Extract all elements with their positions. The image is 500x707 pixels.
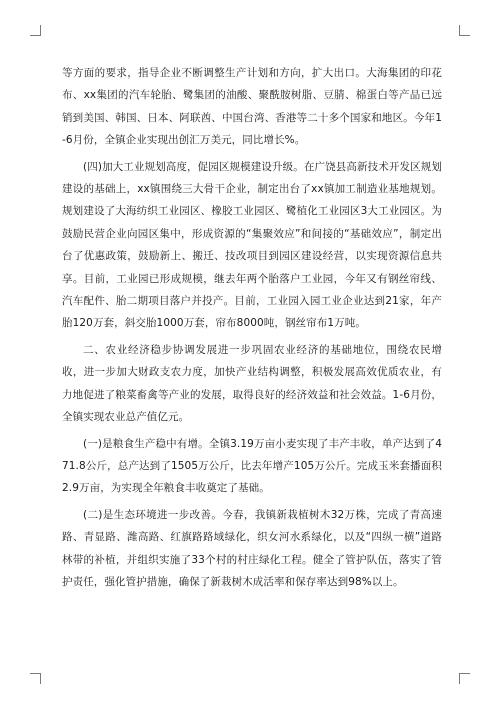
paragraph-industrial-park: (四)加大工业规划高度，促园区规模建设升级。在广饶县高新技术开发区规划建设的基础上，xx镇围绕三大骨干企业，制定出台了xx镇加工制造业基地规划。规划建设了大海纺织工业园区、橡胶工业园区、鹭植化工业园区3大工业园区。为鼓励民营企业向园区集中，形成资源的“集聚效应”和间接的“基础效应”，制定出台了优惠政策，鼓励新上、搬迁、技改项目到园区建设经营，以实现资源信息共享。目前，工业园已形成规模，继去年两个胎落户工业园，今年又有钢丝帘线、汽车配件、胎二期项目落户并投产。目前，工业园入园工业企业达到21家，年产胎120万套，斜交胎1000万套，帘布8000吨，钢丝帘布1万吨。 bbox=[62, 160, 442, 330]
paragraph-export: 等方面的要求，指导企业不断调整生产计划和方向，扩大出口。大海集团的印花布、xx集团的汽车轮胎、鹭集团的油酸、聚酰胺树脂、豆腈、棉蛋白等产品已远销到美国、韩国、日本、阿联酋、中国台湾、香港等二十多个国家和地区。今年1-6月份，全镇企业实现出创汇万美元，同比增长%。 bbox=[62, 67, 442, 147]
crop-mark-bottom-left bbox=[30, 673, 41, 684]
crop-mark-bottom-right bbox=[459, 673, 470, 684]
crop-mark-top-left bbox=[30, 25, 41, 36]
paragraph-ecology: (二)是生态环境进一步改善。今春，我镇新栽植树木32万株，完成了青高速路、青显路、潍高路、红旗路路域绿化，织女河水系绿化，以及“四纵一横”道路林带的补植，并组织实施了33个村的村庄绿化工程。健全了管护队伍，落实了管护责任，强化管护措施，确保了新栽树木成活率和保存率达到98%以上。 bbox=[62, 508, 442, 588]
paragraph-agriculture: 二、农业经济稳步协调发展进一步巩固农业经济的基础地位，围绕农民增收，进一步加大财政支农力度，加快产业结构调整，积极发展高效优质农业，有力地促进了粮菜畜禽等产业的发展，取得良好的经济效益和社会效益。1-6月份，全镇实现农业总产值亿元。 bbox=[62, 343, 442, 424]
document-body bbox=[62, 62, 442, 593]
crop-mark-top-right bbox=[459, 25, 470, 36]
paragraph-grain-production: (一)是粮食生产稳中有增。全镇3.19万亩小麦实现了丰产丰收，单产达到了471.8公斤，总产达到了1505万公斤，比去年增产105万公斤。完成玉米套播面积2.9万亩，为实现全年粮食丰收奠定了基础。 bbox=[62, 437, 442, 495]
